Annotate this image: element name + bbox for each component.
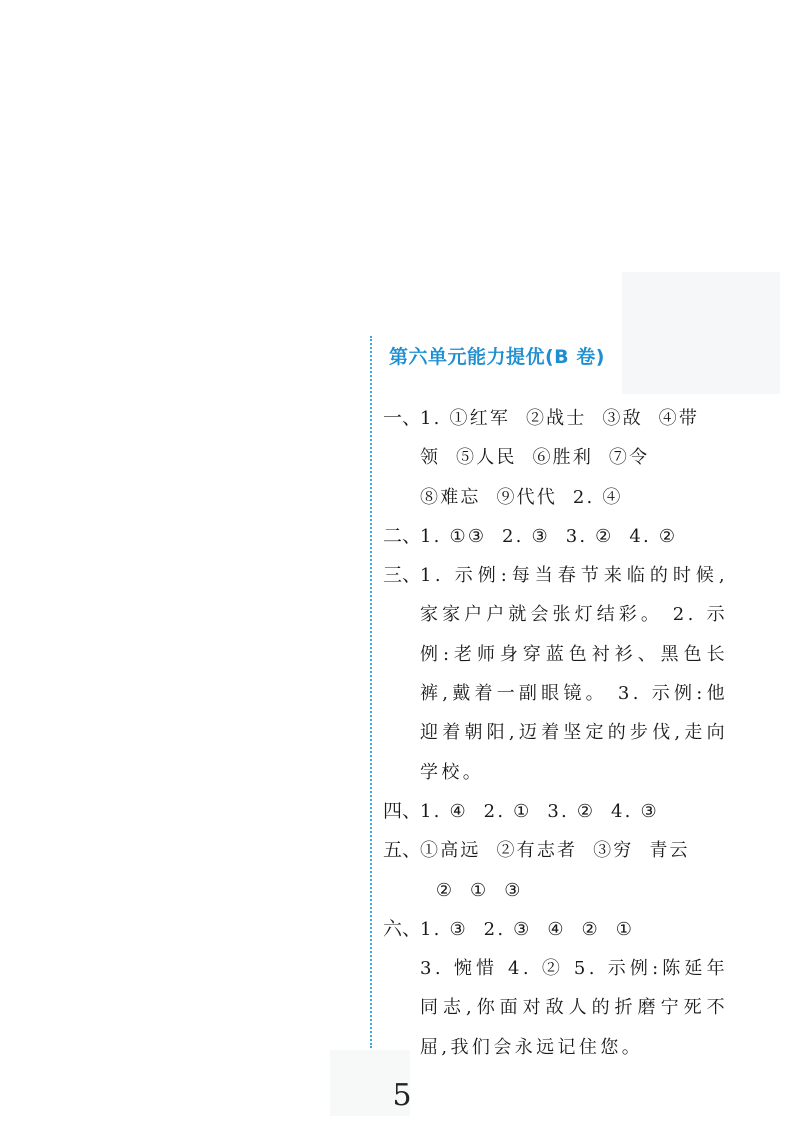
question-3	[383, 556, 728, 792]
question-label: 二、	[383, 524, 422, 547]
answer-line: 1. ④ 2. ① 3. ② 4. ③	[420, 800, 659, 822]
answer-line: ①高远 ②有志者 ③穷 青云	[420, 840, 690, 862]
question-6	[383, 910, 728, 1067]
answer-line: ⑧难忘 ⑨代代 2. ④	[420, 486, 623, 508]
question-4	[383, 792, 728, 831]
question-label: 一、	[383, 407, 422, 429]
question-answer	[420, 399, 728, 517]
question-label: 四、	[383, 799, 422, 822]
page-number: 5	[392, 1078, 412, 1113]
question-answer	[420, 910, 728, 1067]
answer-line: ② ① ③	[420, 879, 523, 901]
margin-dotted-rule	[370, 336, 372, 1048]
question-list	[383, 399, 728, 1067]
question-5	[383, 831, 728, 910]
answer-text: 1. 示例:每当春节来临的时候,家家户户就会张灯结彩。 2. 示例:老师身穿蓝色衬衫、黑色长裤,戴着一副眼镜。 3. 示例:他迎着朝阳,迈着坚定的步伐,走向学校。	[420, 565, 728, 783]
answer-text: 3. 惋惜 4. ② 5. 示例:陈延年同志,你面对敌人的折磨宁死不屈,我们会永远记住您。	[420, 958, 728, 1058]
question-answer	[420, 556, 728, 792]
question-label: 五、	[383, 839, 422, 862]
answer-key-column	[383, 342, 728, 1067]
question-label: 六、	[383, 917, 422, 940]
answer-line: 领 ⑤人民 ⑥胜利 ⑦令	[420, 447, 650, 469]
answer-line: 1. ①红军 ②战士 ③敌 ④带	[420, 408, 700, 429]
answer-line: 1. ①③ 2. ③ 3. ② 4. ②	[420, 525, 678, 547]
question-answer	[420, 517, 728, 556]
question-1	[383, 399, 728, 517]
section-title: 第六单元能力提优(B 卷)	[389, 346, 605, 368]
question-2	[383, 517, 728, 556]
question-answer	[420, 831, 728, 910]
answer-line: 1. ③ 2. ③ ④ ② ①	[420, 918, 635, 940]
question-answer	[420, 792, 728, 831]
question-label: 三、	[383, 564, 422, 587]
